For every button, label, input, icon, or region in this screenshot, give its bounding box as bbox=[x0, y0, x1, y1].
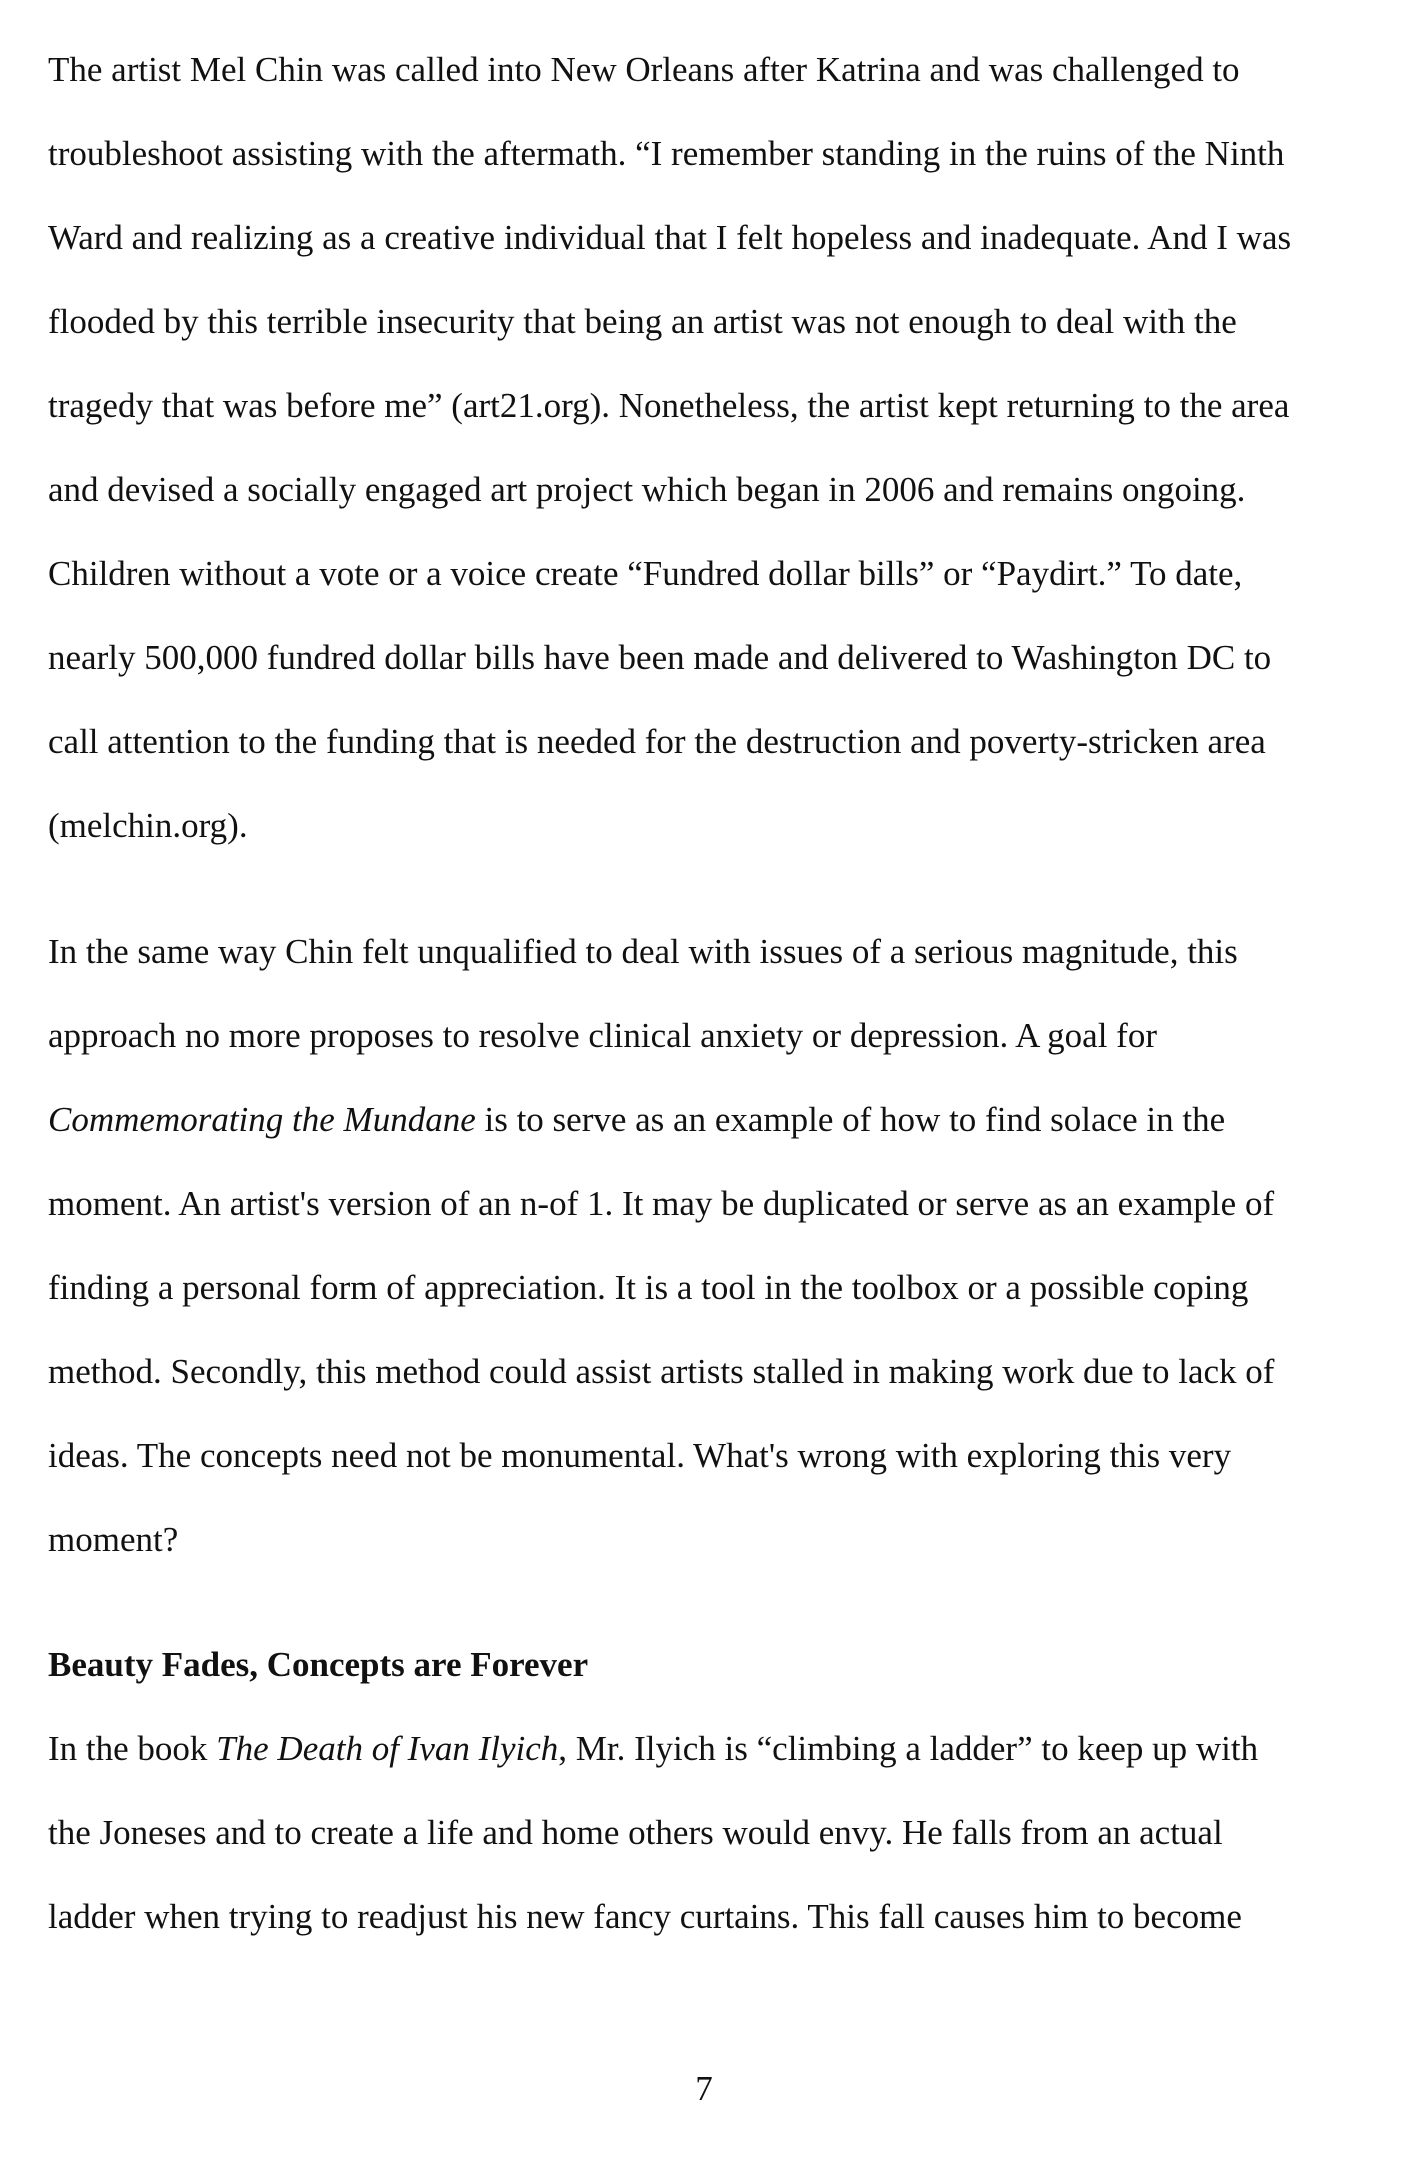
paragraph-1-line-10: (melchin.org). bbox=[48, 806, 248, 845]
paragraph-1-line-2: troubleshoot assisting with the aftermath. “I remember standing in the ruins of the Ninth bbox=[48, 134, 1285, 173]
paragraph-2-line-2: approach no more proposes to resolve clinical anxiety or depression. A goal for bbox=[48, 1016, 1157, 1055]
paragraph-1-line-9: call attention to the funding that is needed for the destruction and poverty-stricken area bbox=[48, 722, 1266, 761]
paragraph-1-line-7: Children without a vote or a voice create “Fundred dollar bills” or “Paydirt.” To date, bbox=[48, 554, 1243, 593]
paragraph-3-line-1-post: , Mr. Ilyich is “climbing a ladder” to keep up with bbox=[558, 1729, 1259, 1768]
paragraph-1-line-5: tragedy that was before me” (art21.org). Nonetheless, the artist kept returning to the area bbox=[48, 386, 1290, 425]
paragraph-2-line-3 bbox=[48, 1098, 1225, 1142]
paragraph-2-line-7: ideas. The concepts need not be monumental. What's wrong with exploring this very bbox=[48, 1436, 1232, 1475]
paragraph-2-line-3-text: is to serve as an example of how to find solace in the bbox=[475, 1100, 1226, 1139]
paragraph-1-line-6: and devised a socially engaged art project which began in 2006 and remains ongoing. bbox=[48, 470, 1246, 509]
paragraph-1-line-8: nearly 500,000 fundred dollar bills have been made and delivered to Washington DC to bbox=[48, 638, 1272, 677]
paragraph-2-line-8: moment? bbox=[48, 1520, 179, 1559]
paragraph-2-line-1: In the same way Chin felt unqualified to deal with issues of a serious magnitude, this bbox=[48, 932, 1238, 971]
page-number: 7 bbox=[695, 2069, 713, 2108]
paragraph-2-line-4: moment. An artist's version of an n-of 1. It may be duplicated or serve as an example of bbox=[48, 1184, 1275, 1223]
section-heading: Beauty Fades, Concepts are Forever bbox=[48, 1645, 589, 1684]
paragraph-1-line-3: Ward and realizing as a creative individual that I felt hopeless and inadequate. And I was bbox=[48, 218, 1292, 257]
paragraph-2-line-5: finding a personal form of appreciation. It is a tool in the toolbox or a possible coping bbox=[48, 1268, 1249, 1307]
paragraph-3-line-1-pre: In the book bbox=[48, 1729, 217, 1768]
book-title-italic: The Death of Ivan Ilyich bbox=[216, 1729, 559, 1768]
paragraph-3-line-1 bbox=[48, 1727, 1258, 1771]
paragraph-3-line-3: ladder when trying to readjust his new fancy curtains. This fall causes him to become bbox=[48, 1897, 1242, 1936]
paragraph-3-line-2: the Joneses and to create a life and home others would envy. He falls from an actual bbox=[48, 1813, 1223, 1852]
paragraph-2-line-6: method. Secondly, this method could assist artists stalled in making work due to lack of bbox=[48, 1352, 1275, 1391]
paragraph-1-line-4: flooded by this terrible insecurity that being an artist was not enough to deal with the bbox=[48, 302, 1237, 341]
paragraph-1-line-1: The artist Mel Chin was called into New Orleans after Katrina and was challenged to bbox=[48, 50, 1240, 89]
book-title-italic: Commemorating the Mundane bbox=[48, 1100, 476, 1139]
